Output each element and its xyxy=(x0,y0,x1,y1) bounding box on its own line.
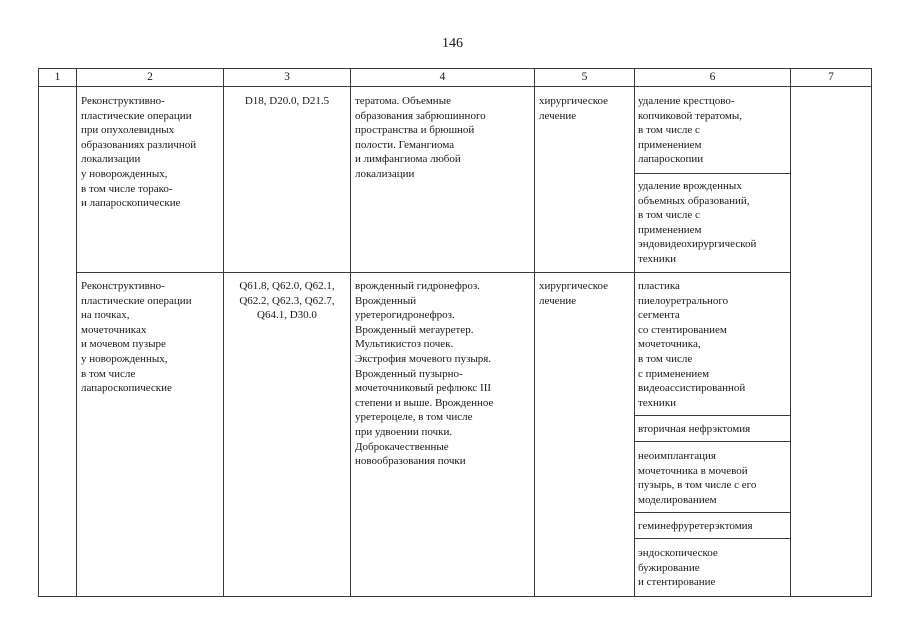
page-number: 146 xyxy=(442,36,463,51)
rule-col-edge xyxy=(871,68,872,597)
header-col-3: 3 xyxy=(284,71,290,83)
row2-method: пластика пиелоуретрального сегмента со стентированием мочеточника, в том числе с применением видеоассистированной техники xyxy=(638,280,746,409)
row1-method-group: Реконструктивно- пластические операции при опухолевидных образованиях различной локализации у новорожденных, в том числе торако- и лапароскопические xyxy=(81,95,197,210)
rule-col-edge xyxy=(350,68,351,597)
row1-icd-codes: D18, D20.0, D21.5 xyxy=(244,95,330,107)
rule-col-edge xyxy=(76,68,77,597)
row1-method: удаление крестцово- копчиковой тератомы, в том числе с применением лапароскопии xyxy=(638,95,742,166)
row2-treatment-type: хирургическое лечение xyxy=(539,280,609,307)
header-col-7: 7 xyxy=(828,71,834,83)
row2-method: вторичная нефрэктомия xyxy=(638,423,751,435)
row1-treatment-type: хирургическое лечение xyxy=(539,95,609,122)
rule-row-separator xyxy=(76,272,790,273)
row2-diagnosis: врожденный гидронефроз. Врожденный уретерогидронефроз. Врожденный мегауретер. Мультикистоз почек. Экстрофия мочевого пузыря. Врожденный пузырно- мочеточниковый рефлюкс III степени и выше. Врожденное уретероцеле, в том числе при удвоении почки. Доброкачественные новообразования почки xyxy=(355,280,494,468)
rule-col6-sub xyxy=(634,512,790,513)
rule-col6-sub xyxy=(634,415,790,416)
rule-col6-sub xyxy=(634,173,790,174)
header-col-6: 6 xyxy=(709,71,716,83)
header-col-2: 2 xyxy=(147,71,153,83)
rule-bottom xyxy=(38,596,872,597)
row2-method: эндоскопическое бужирование и стентирование xyxy=(638,547,718,589)
header-col-1: 1 xyxy=(54,71,61,83)
header-col-5: 5 xyxy=(581,71,588,83)
row1-method: удаление врожденных объемных образований, в том числе с применением эндовидеохирургической техники xyxy=(638,180,757,265)
rule-col6-sub xyxy=(634,538,790,539)
row1-diagnosis: тератома. Объемные образования забрюшинного пространства и брюшной полости. Гемангиома и лимфангиома любой локализации xyxy=(355,95,486,180)
header-col-4: 4 xyxy=(439,71,446,83)
rule-header-bottom xyxy=(38,86,872,87)
rule-col-edge xyxy=(534,68,535,597)
rule-col-edge xyxy=(634,68,635,597)
row2-method: геминефруретерэктомия xyxy=(638,520,753,532)
rule-col-edge xyxy=(223,68,224,597)
row2-method-group: Реконструктивно- пластические операции на почках, мочеточниках и мочевом пузыре у новорожденных, в том числе лапароскопические xyxy=(81,280,192,395)
row2-icd-codes: Q61.8, Q62.0, Q62.1, Q62.2, Q62.3, Q62.7, Q64.1, D30.0 xyxy=(239,280,335,322)
rule-col6-sub xyxy=(634,441,790,442)
row2-method: неоимплантация мочеточника в мочевой пузырь, в том числе с его моделированием xyxy=(638,450,757,506)
rule-col-edge xyxy=(38,68,39,597)
rule-col-edge xyxy=(790,68,791,597)
